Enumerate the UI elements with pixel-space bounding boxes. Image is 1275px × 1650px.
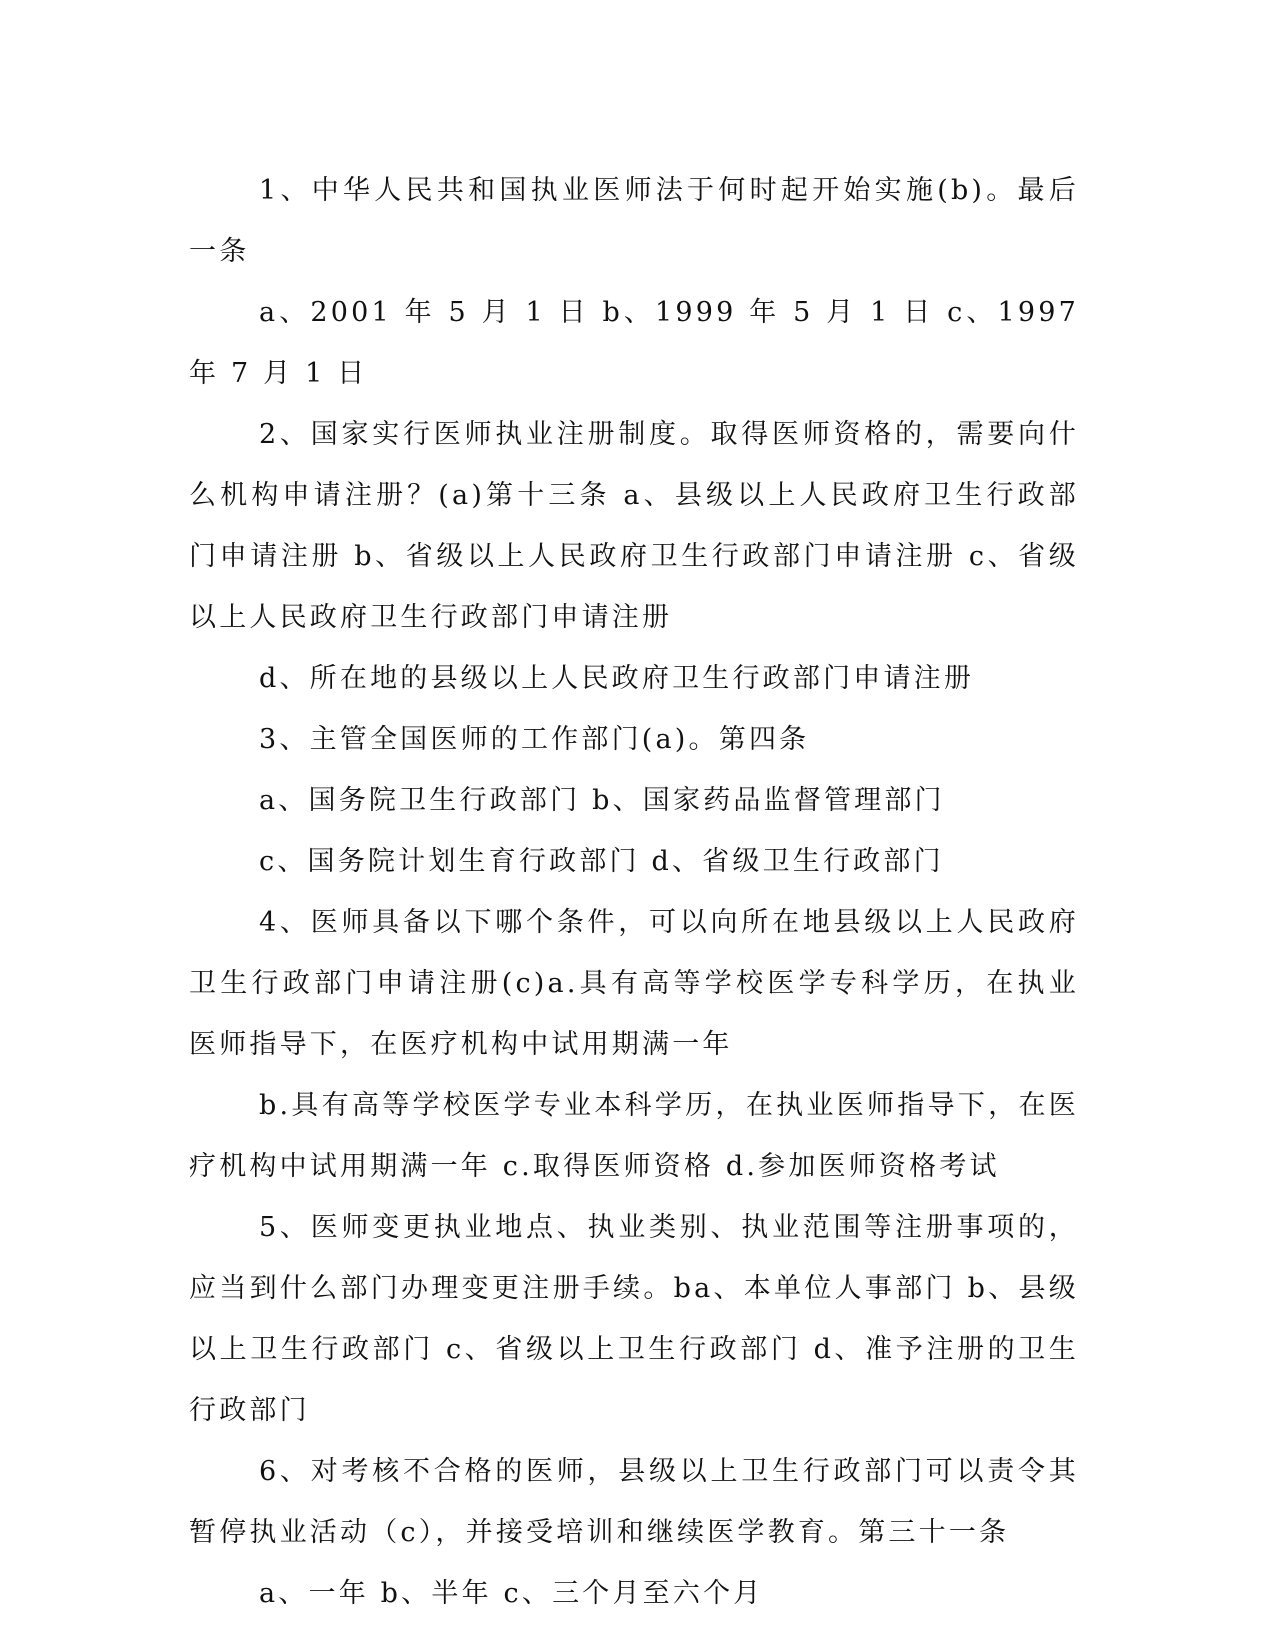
question-5-text: 5、医师变更执业地点、执业类别、执业范围等注册事项的，应当到什么部门办理变更注册手续。ba、本单位人事部门 b、县级以上卫生行政部门 c、省级以上卫生行政部门 d、准予注册的卫生行政部门: [189, 1212, 1079, 1426]
question-3-options-ab: a、国务院卫生行政部门 b、国家药品监督管理部门: [259, 785, 945, 816]
question-6-options: a、一年 b、半年 c、三个月至六个月: [259, 1578, 764, 1609]
document-body: [189, 160, 1079, 1624]
question-3-text: 3、主管全国医师的工作部门(a)。第四条: [259, 724, 810, 755]
question-1-options: a、2001 年 5 月 1 日 b、1999 年 5 月 1 日 c、1997 年 7 月 1 日: [189, 297, 1079, 389]
question-4-text: 4、医师具备以下哪个条件，可以向所在地县级以上人民政府卫生行政部门申请注册(c)a.具有高等学校医学专科学历，在执业医师指导下，在医疗机构中试用期满一年: [189, 907, 1079, 1060]
question-4-options: b.具有高等学校医学专业本科学历，在执业医师指导下，在医疗机构中试用期满一年 c.取得医师资格 d.参加医师资格考试: [189, 1090, 1079, 1182]
question-3-options-cd: c、国务院计划生育行政部门 d、省级卫生行政部门: [259, 846, 944, 877]
question-2-option-d: d、所在地的县级以上人民政府卫生行政部门申请注册: [259, 663, 975, 694]
question-2-text: 2、国家实行医师执业注册制度。取得医师资格的，需要向什么机构申请注册？(a)第十三条 a、县级以上人民政府卫生行政部门申请注册 b、省级以上人民政府卫生行政部门申请注册 c、省级以上人民政府卫生行政部门申请注册: [189, 419, 1079, 633]
question-1-text: 1、中华人民共和国执业医师法于何时起开始实施(b)。最后一条: [189, 175, 1079, 267]
question-6-text: 6、对考核不合格的医师，县级以上卫生行政部门可以责令其暂停执业活动（c），并接受培训和继续医学教育。第三十一条: [189, 1456, 1079, 1548]
